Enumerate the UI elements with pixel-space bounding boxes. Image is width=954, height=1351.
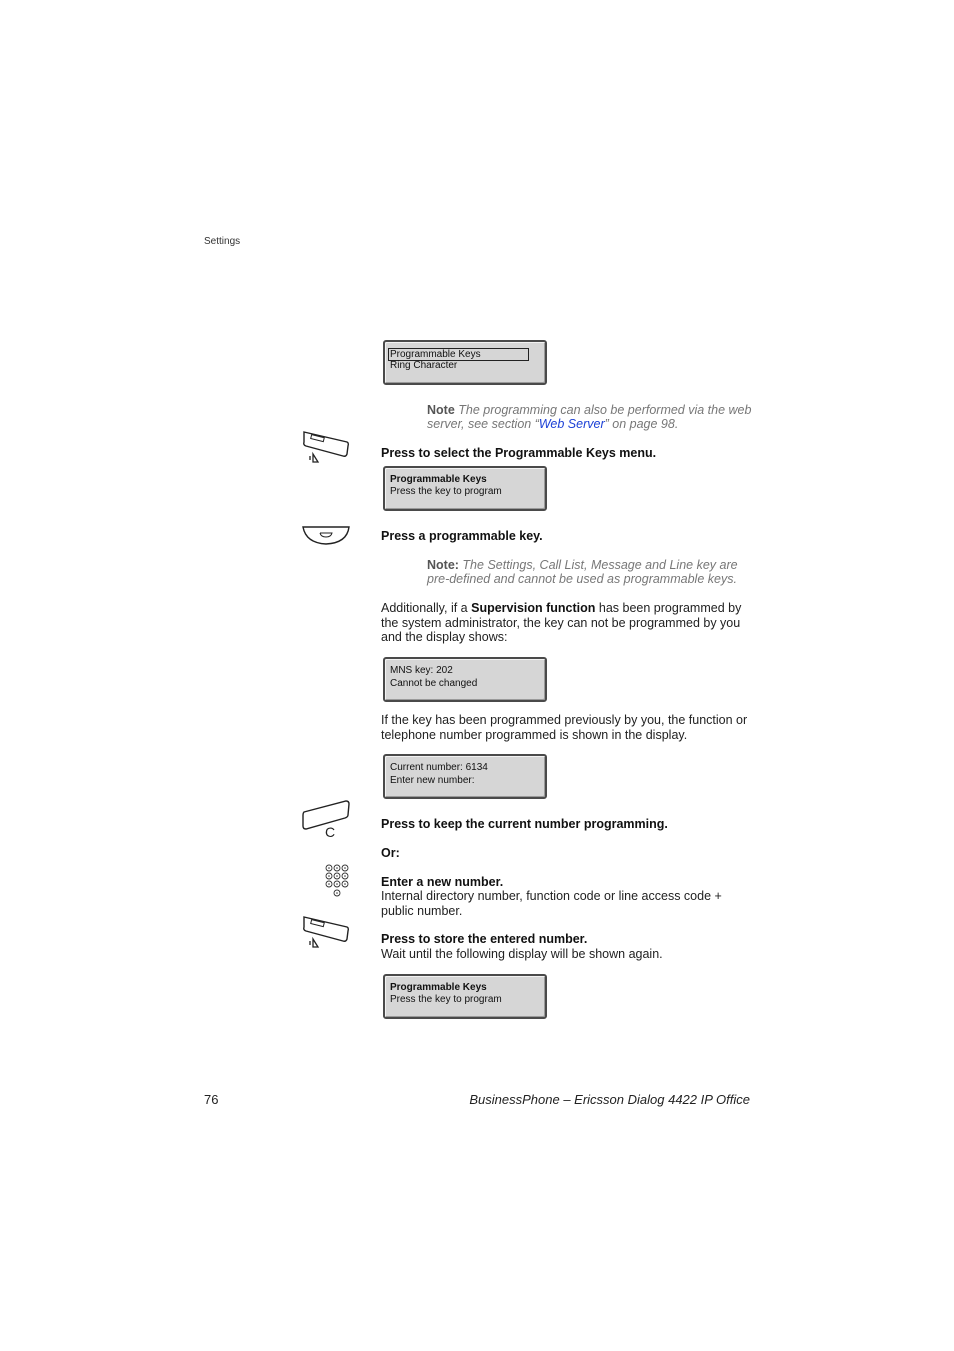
note-web-server [427, 403, 752, 431]
step-enter-new-desc: Internal directory number, function code or line access code + public number. [381, 889, 722, 918]
running-header: Settings [204, 236, 241, 247]
note-text-end: ” on page 98. [604, 417, 679, 431]
para-text-end: has been programmed by the system administrator, the key can not be programmed by you and the display shows: [381, 601, 742, 644]
display-current-number [383, 754, 547, 799]
step-or: Or: [381, 846, 400, 860]
note-predefined-keys [427, 558, 752, 586]
display-menu [383, 340, 547, 385]
step-keep-current: Press to keep the current number programming. [381, 817, 668, 831]
footer-title: BusinessPhone – Ericsson Dialog 4422 IP Office [469, 1092, 750, 1107]
note-text: The programming can also be performed via the web server, see section “ [427, 403, 752, 431]
display-line: Enter new number: [390, 775, 475, 786]
display-line-selected: Programmable Keys [388, 348, 529, 361]
step-select-menu: Press to select the Programmable Keys menu. [381, 446, 657, 460]
display-mns-key [383, 657, 547, 702]
display-line: Ring Character [390, 360, 458, 371]
clear-key-label: C [325, 824, 336, 840]
clear-key-icon [300, 798, 352, 840]
display-line: Cannot be changed [390, 678, 478, 689]
display-line: MNS key: 202 [390, 665, 453, 676]
display-programmable-keys [383, 466, 547, 511]
paragraph-previous: If the key has been programmed previously by you, the function or telephone number programmed is shown in the display. [381, 713, 748, 742]
step-enter-new: Enter a new number. [381, 875, 504, 889]
step-store: Press to store the entered number. [381, 932, 588, 946]
step-store-desc: Wait until the following display will be shown again. [381, 947, 663, 961]
web-server-link[interactable]: Web Server [538, 417, 605, 431]
programmable-key-icon [300, 524, 352, 548]
paragraph-supervision [381, 601, 756, 645]
display-line: Press the key to program [390, 994, 502, 1005]
keypad-icon [324, 863, 352, 899]
softkey-with-speaker-icon [300, 913, 352, 951]
step-press-key: Press a programmable key. [381, 529, 543, 543]
note-label: Note: [427, 558, 459, 572]
display-programmable-keys-again [383, 974, 547, 1019]
para-bold: Supervision function [471, 601, 596, 615]
display-line: Press the key to program [390, 486, 502, 497]
display-line-title: Programmable Keys [390, 474, 487, 485]
page-number: 76 [204, 1092, 219, 1107]
note-text: The Settings, Call List, Message and Line key are pre-defined and cannot be used as programmable keys. [427, 558, 738, 586]
softkey-with-speaker-icon [300, 428, 352, 466]
display-line: Current number: 6134 [390, 762, 488, 773]
para-text: Additionally, if a [381, 601, 472, 615]
note-label: Note [427, 403, 455, 417]
display-line-title: Programmable Keys [390, 982, 487, 993]
